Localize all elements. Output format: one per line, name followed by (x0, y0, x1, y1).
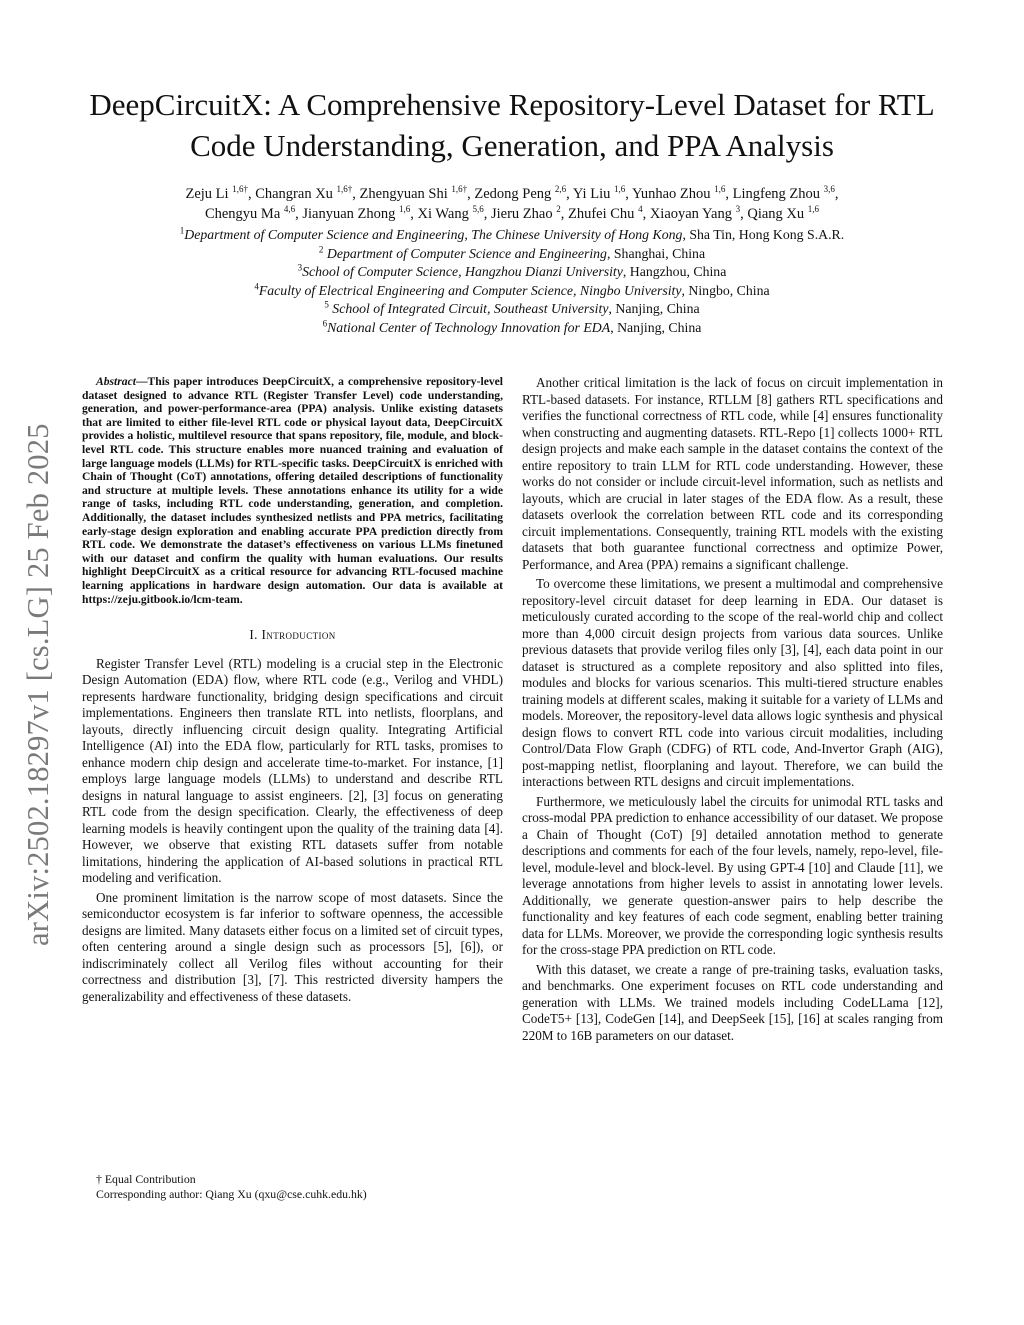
affiliation: $^4$Faculty of Electrical Engineering and Computer Science, Ningbo University, Ningbo, China (254, 281, 770, 298)
author-name: Qiang Xu (747, 206, 805, 222)
author-list (70, 184, 954, 224)
author-name: Yi Liu (572, 186, 611, 202)
author-affiliation-mark: 2 (556, 204, 561, 215)
author-name: Zeju Li (185, 186, 229, 202)
abstract-label: Abstract (96, 375, 136, 388)
author-affiliation-mark: 2,6 (554, 184, 567, 195)
abstract-text: —This paper introduces DeepCircuitX, a comprehensive repository-level dataset designed to advance RTL (Register Transfer Level) code understanding, generation, and power-performance-area (PPA) analysis. Unlike existing datasets that are limited to either file-level RTL code or physical layout data, DeepCircuitX provides a holistic, multilevel resource that spans repository, file, module, and block-level RTL code. This structure enables more nuanced training and evaluation of large language models (LLMs) for RTL-specific tasks. DeepCircuitX is enriched with Chain of Thought (CoT) annotations, offering detailed descriptions of functionality and structure at multiple levels. These annotations enhance its utility for a wide range of tasks, including RTL code understanding, generation, and completion. Additionally, the dataset includes synthesized netlists and PPA metrics, facilitating early-stage design exploration and enabling accurate PPA prediction directly from RTL code. We demonstrate the dataset’s effectiveness on various LLMs finetuned with our dataset and confirm the quality with human evaluations. Our results highlight DeepCircuitX as a critical resource for advancing RTL-focused machine learning applications in hardware design automation. Our data is available at https://zeju.gitbook.io/lcm-team. (82, 375, 503, 606)
affiliation: $^5$ School of Integrated Circuit, Southeast University, Nanjing, China (324, 299, 700, 317)
abstract (82, 375, 503, 606)
author-name: Zedong Peng (474, 186, 552, 202)
author-affiliation-mark: 1,6 (714, 184, 726, 195)
author-affiliation-mark: 3 (735, 204, 741, 215)
paragraph: With this dataset, we create a range of pre-training tasks, evaluation tasks, and benchmarks. One experiment focuses on RTL code understanding and generation with LLMs. We trained models including CodeLLama [12], CodeT5+ [13], CodeGen [14], and DeepSeek [15], [16] at scales ranging from 220M to 16B parameters on our dataset. (522, 961, 943, 1043)
author-affiliation-mark: 3,6 (823, 184, 835, 195)
author-affiliation-mark: 1,6† (336, 184, 353, 195)
author-affiliation-mark: 1,6 (807, 204, 820, 215)
author-name: Changran Xu (255, 186, 333, 202)
affiliation: $^6$National Center of Technology Innovation for EDA, Nanjing, China (322, 318, 702, 335)
arxiv-identifier-margin: arXiv:2502.18297v1 [cs.LG] 25 Feb 2025 (21, 423, 55, 946)
author-name: Chengyu Ma (204, 206, 281, 222)
author-affiliation-mark: 1,6 (399, 204, 411, 215)
author-affiliation-mark: 4,6 (283, 204, 296, 215)
author-name: Lingfeng Zhou (732, 186, 821, 202)
left-column (82, 375, 503, 1008)
right-column (522, 375, 943, 1047)
footnote-equal-contribution: † Equal Contribution (96, 1172, 196, 1186)
author-affiliation-mark: 5,6 (472, 204, 484, 215)
paragraph: Furthermore, we meticulously label the circuits for unimodal RTL tasks and cross-modal PPA prediction to enhance accessibility of our dataset. We propose a Chain of Thought (CoT) [9] detailed annotation method to generate descriptions and comments for each of the four levels, namely, repo-level, file-level, module-level and block-level. By using GPT-4 [10] and Claude [11], we leverage annotations from higher levels to assist in annotating lower levels. Additionally, we generate question-answer pairs to help describe the functionality and key features of each code segment, enabling better training data for LLMs. Moreover, we provide the corresponding logic synthesis results for the cross-stage PPA prediction on RTL code. (522, 793, 943, 957)
author-line: Zeju Li $^{1,6\dagger}$, Changran Xu $^{1,6\dagger}$, Zhengyuan Shi $^{1,6\dagger}$, Zedong Peng $^{2,6}$, Yi Liu $^{1,6}$, Yunhao Zhou $^{1,6}$, Lingfeng Zhou $^{3,6}$, (185, 184, 839, 202)
affiliation-list (70, 226, 954, 338)
author-name: Zhengyuan Shi (359, 186, 448, 202)
author-affiliation-mark: 4 (638, 204, 643, 215)
author-name: Yunhao Zhou (631, 186, 711, 202)
author-line: Chengyu Ma $^{4,6}$, Jianyuan Zhong $^{1,6}$, Xi Wang $^{5,6}$, Jieru Zhao $^2$, Zhufei Chu $^4$, Xiaoyan Yang $^3$, Qiang Xu $^{1,6}$ (204, 204, 820, 222)
author-name: Jieru Zhao (491, 206, 553, 222)
affiliation: $^1$Department of Computer Science and Engineering, The Chinese University of Hong Kong, Sha Tin, Hong Kong S.A.R. (179, 225, 845, 242)
paragraph: Register Transfer Level (RTL) modeling is a crucial step in the Electronic Design Automation (EDA) flow, where RTL code (e.g., Verilog and VHDL) represents hardware functionality, bridging design specifications and circuit implementations. Engineers then translate RTL into netlists, floorplans, and layouts, directly influencing circuit design quality. Integrating Artificial Intelligence (AI) into the EDA flow, particularly for RTL tasks, promises to enhance modern chip design and accelerate time-to-market. For instance, [1] employs large language models (LLMs) to understand and describe RTL designs in natural language to assist engineers. [2], [3] focus on generating RTL code from the design specification. Clearly, the effectiveness of deep learning models is heavily contingent upon the quality of the training data [4]. However, we observe that existing RTL datasets suffer from notable limitations, hindering the application of AI-based solutions in practical RTL modeling and verification. (82, 655, 503, 886)
author-name: Jianyuan Zhong (302, 206, 396, 222)
author-name: Zhufei Chu (567, 206, 635, 222)
author-name: Xi Wang (417, 206, 469, 222)
section-heading-introduction: I. Introduction (249, 627, 336, 643)
paper-title: DeepCircuitX: A Comprehensive Repository-Level Dataset for RTL Code Understanding, Generation, and PPA Analysis (89, 87, 935, 163)
affiliation: $^2$ Department of Computer Science and Engineering, Shanghai, China (318, 244, 706, 261)
affiliation: $^3$School of Computer Science, Hangzhou Dianzi University, Hangzhou, China (297, 262, 727, 280)
author-name: Xiaoyan Yang (649, 206, 732, 222)
paragraph: Another critical limitation is the lack of focus on circuit implementation in RTL-based datasets. For instance, RTLLM [8] gathers RTL specifications and verifies the functional correctness of RTL code, while [4] ensures functionality when constructing and augmenting datasets. RTL-Repo [1] collects 1000+ RTL design projects and make each sample in the dataset contains the context of the entire repository to train LLM for RTL code understanding. However, these works do not consider or include circuit-level information, such as netlists and layouts, which are crucial in later stages of the EDA flow. As a result, these datasets overlook the correlation between RTL code and its corresponding circuit implementations. Consequently, training RTL models with the existing datasets that both guarantee functional correctness and optimize Power, Performance, and Area (PPA) remains a significant challenge. (522, 375, 943, 572)
paragraph: To overcome these limitations, we present a multimodal and comprehensive repository-level circuit dataset for deep learning in EDA. Our dataset is meticulously curated according to the scope of the real-world chip and collect more than 4,000 circuit design projects from various data sources. Unlike previous datasets that provide verilog files only [3], [4], each data point in our dataset is structured as a complete repository and also splitted into files, modules and blocks for various scenarios. This multi-tiered structure enables training models at different scales, making it suitable for a variety of LLMs and models. Moreover, the repository-level data allows logic synthesis and physical design flows to convert RTL code into various circuit modalities, including Control/Data Flow Graph (CDFG) of RTL code, And-Invertor Graph (AIG), post-mapping netlist, floorplaning and layout. Therefore, we can build the interactions between RTL designs and circuit implementations. (522, 576, 943, 789)
footnotes (82, 1172, 503, 1202)
footnote-corresponding-author: Corresponding author: Qiang Xu (qxu@cse.cuhk.edu.hk) (96, 1187, 367, 1201)
author-affiliation-mark: 1,6† (451, 184, 468, 195)
author-affiliation-mark: 1,6 (613, 184, 626, 195)
author-affiliation-mark: 1,6† (232, 184, 248, 195)
paragraph: One prominent limitation is the narrow scope of most datasets. Since the semiconductor ecosystem is far inferior to software openness, the accessible designs are limited. Many datasets either focus on a limited set of circuit types, often centering around a single design such as processors [5], [6]), or indiscriminately collect all Verilog files without accounting for their correctness and distribution [3], [7]. This restricted diversity hampers the generalizability and effectiveness of these datasets. (82, 889, 503, 1004)
